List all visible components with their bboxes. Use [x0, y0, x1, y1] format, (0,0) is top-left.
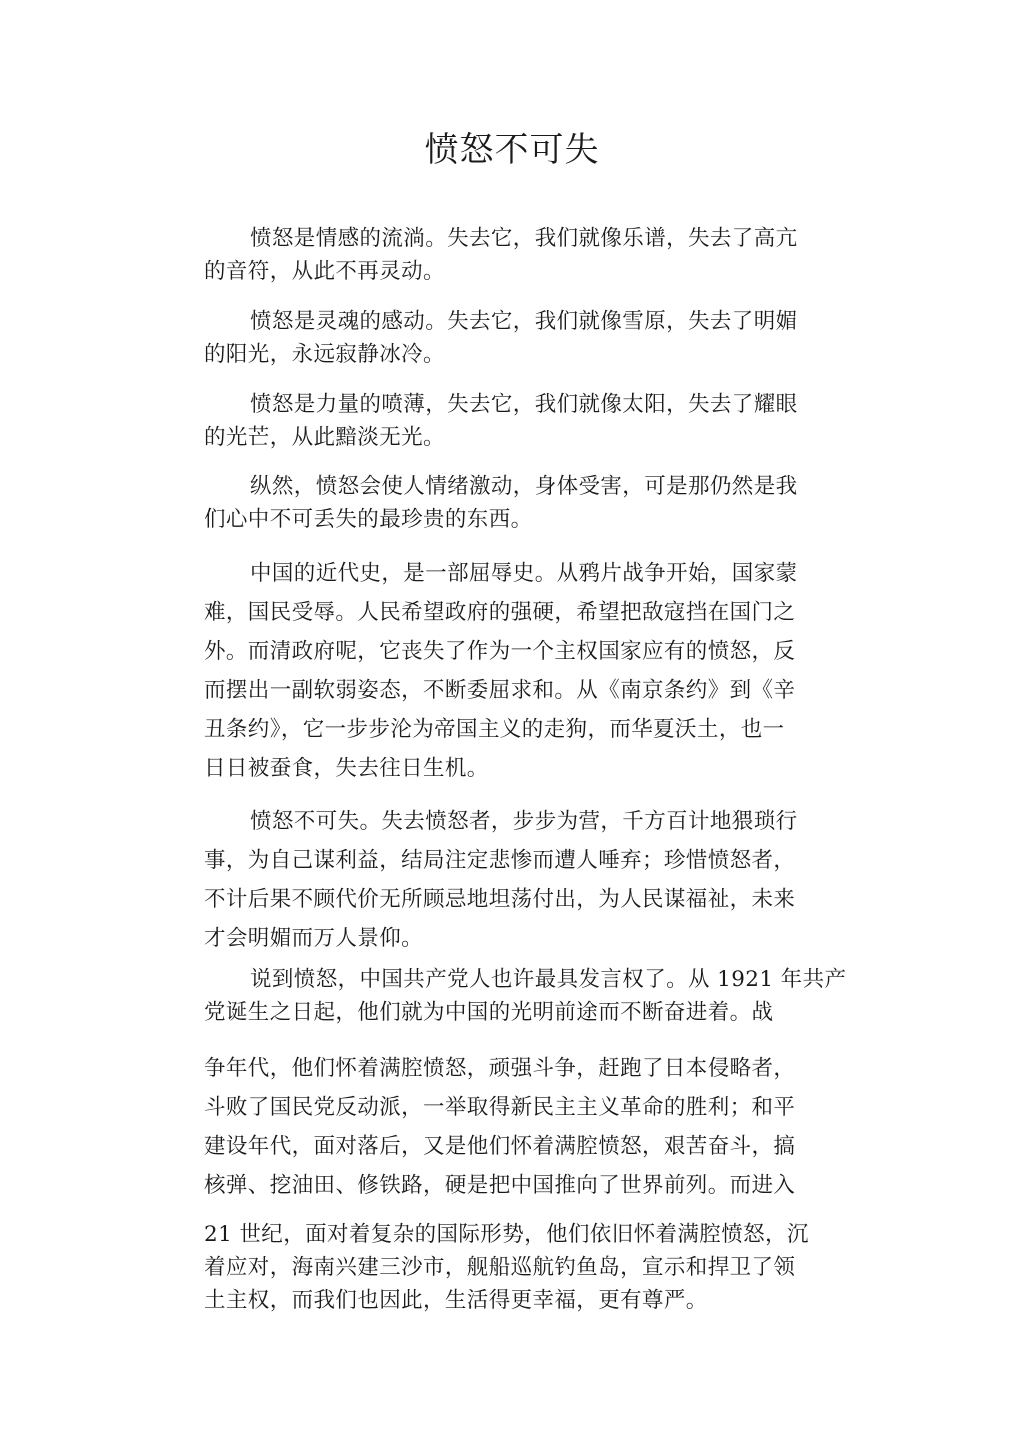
paragraph-6: 愤怒不可失。失去愤怒者，步步为营，千方百计地猥琐行 事，为自己谋利益，结局注定悲惨而遭人唾弃；珍惜愤怒者， 不计后果不顾代价无所顾忌地坦荡付出，为人民谋福祉，未来 才会明媚而万人景仰。	[204, 809, 798, 951]
paragraph-7: 说到愤怒，中国共产党人也许最具发言权了。从 1921 年共产 党诞生之日起，他们就为中国的光明前途而不断奋进着。战	[204, 967, 847, 1025]
paragraph-5: 中国的近代史，是一部屈辱史。从鸦片战争开始，国家蒙 难，国民受辱。人民希望政府的强硬，希望把敌寇挡在国门之 外。而清政府呢，它丧失了作为一个主权国家应有的愤怒，反 而摆出一副软弱姿态，不断委屈求和。从《南京条约》到《辛 丑条约》，它一步步沦为帝国主义的走狗，而华夏沃土，也一 日日被蚕食，失去往日生机。	[204, 561, 798, 781]
paragraph-8: 争年代，他们怀着满腔愤怒，顽强斗争，赶跑了日本侵略者， 斗败了国民党反动派，一举取得新民主主义革命的胜利；和平 建设年代，面对落后，又是他们怀着满腔愤怒，艰苦奋斗，搞 核弹、挖油田、修铁路，硬是把中国推向了世界前列。而进入	[204, 1056, 796, 1198]
paragraph-9: 21 世纪，面对着复杂的国际形势，他们依旧怀着满腔愤怒，沉 着应对，海南兴建三沙市，舰船巡航钓鱼岛，宣示和捍卫了领 土主权，而我们也因此，生活得更幸福，更有尊严。	[204, 1222, 809, 1313]
document-title: 愤怒不可失	[424, 130, 600, 170]
paragraph-1: 愤怒是情感的流淌。失去它，我们就像乐谱，失去了高亢 的音符，从此不再灵动。	[204, 226, 798, 284]
paragraph-2: 愤怒是灵魂的感动。失去它，我们就像雪原，失去了明媚 的阳光，永远寂静冰冷。	[204, 309, 798, 367]
paragraph-3: 愤怒是力量的喷薄，失去它，我们就像太阳，失去了耀眼 的光芒，从此黯淡无光。	[204, 392, 798, 450]
paragraph-4: 纵然，愤怒会使人情绪激动，身体受害，可是那仍然是我 们心中不可丢失的最珍贵的东西。	[204, 474, 798, 532]
